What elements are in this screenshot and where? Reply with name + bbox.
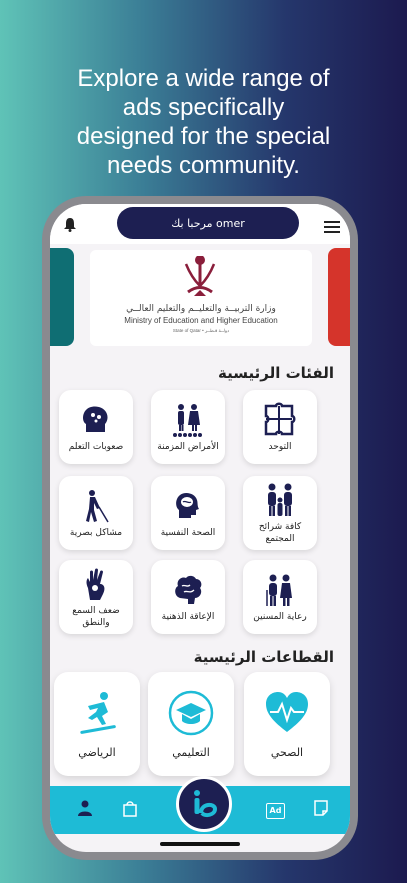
category-label: رعاية المسنين	[253, 611, 307, 622]
person-icon[interactable]	[78, 800, 92, 820]
categories-title: الفئات الرئيسية	[218, 364, 334, 382]
head-brain-icon	[78, 402, 114, 438]
hamburger-menu-icon[interactable]	[324, 218, 340, 237]
category-autism[interactable]	[243, 390, 317, 464]
app-screen	[50, 204, 350, 852]
ministry-name-en: Ministry of Education and Higher Education	[124, 316, 278, 325]
family-icon	[262, 482, 298, 518]
note-icon[interactable]	[314, 800, 328, 820]
app-logo-icon[interactable]	[176, 776, 232, 832]
category-label: صعوبات التعلم	[68, 441, 124, 452]
banner-prev-slide[interactable]	[50, 248, 74, 346]
category-label: ضعف السمع والنطق	[72, 605, 120, 628]
category-visual-problems[interactable]	[59, 476, 133, 550]
category-learning-difficulties[interactable]	[59, 390, 133, 464]
headline-line-4: needs community.	[107, 152, 300, 179]
blind-person-icon	[78, 488, 114, 524]
sectors-title: القطاعات الرئيسية	[193, 648, 334, 666]
ministry-state: State of Qatar • دولــة قـطــر	[172, 328, 230, 333]
sector-health[interactable]	[244, 672, 330, 776]
top-bar	[50, 204, 350, 244]
headline-line-3: designed for the special	[76, 123, 331, 150]
home-indicator[interactable]	[160, 842, 240, 846]
shopping-bag-icon[interactable]	[123, 800, 137, 821]
category-label: الإعاقة الذهنية	[161, 611, 215, 622]
sport-skater-icon	[74, 690, 120, 736]
category-all-society[interactable]	[243, 476, 317, 550]
headline-line-2: ads specifically	[122, 94, 285, 121]
category-label: مشاكل بصرية	[69, 527, 123, 538]
sector-sports[interactable]	[54, 672, 140, 776]
heart-pulse-icon	[264, 690, 310, 736]
category-label: التوحد	[268, 441, 292, 452]
category-label: الأمراض المزمنة	[157, 441, 219, 452]
elderly-care-icon	[262, 572, 298, 608]
sector-label: الرياضي	[78, 745, 116, 759]
headline-line-1: Explore a wide range of	[77, 65, 330, 92]
greeting-pill: مرحبا بك omer	[117, 207, 299, 239]
puzzle-icon	[262, 402, 298, 438]
sector-label: الصحي	[270, 745, 304, 759]
ministry-name-ar: وزارة التربيــة والتعليــم والتعليم العالــي	[126, 304, 276, 314]
category-chronic-diseases[interactable]	[151, 390, 225, 464]
category-mental-health[interactable]	[151, 476, 225, 550]
graduation-cap-icon	[168, 690, 214, 736]
category-label: كافة شرائح المجتمع	[258, 521, 302, 544]
sector-education[interactable]	[148, 672, 234, 776]
sector-label: التعليمي	[172, 745, 210, 759]
ad-icon[interactable]: Ad	[266, 803, 285, 819]
category-intellectual-disability[interactable]	[151, 560, 225, 634]
head-mind-icon	[170, 488, 206, 524]
category-elderly-care[interactable]	[243, 560, 317, 634]
elderly-couple-icon	[170, 402, 206, 438]
promo-headline	[0, 64, 407, 180]
banner-next-slide[interactable]	[328, 248, 350, 346]
category-label: الصحة النفسية	[160, 527, 216, 538]
category-hearing-speech[interactable]	[59, 560, 133, 634]
bell-icon[interactable]	[63, 217, 77, 236]
sign-hand-icon	[78, 566, 114, 602]
brain-icon	[170, 572, 206, 608]
